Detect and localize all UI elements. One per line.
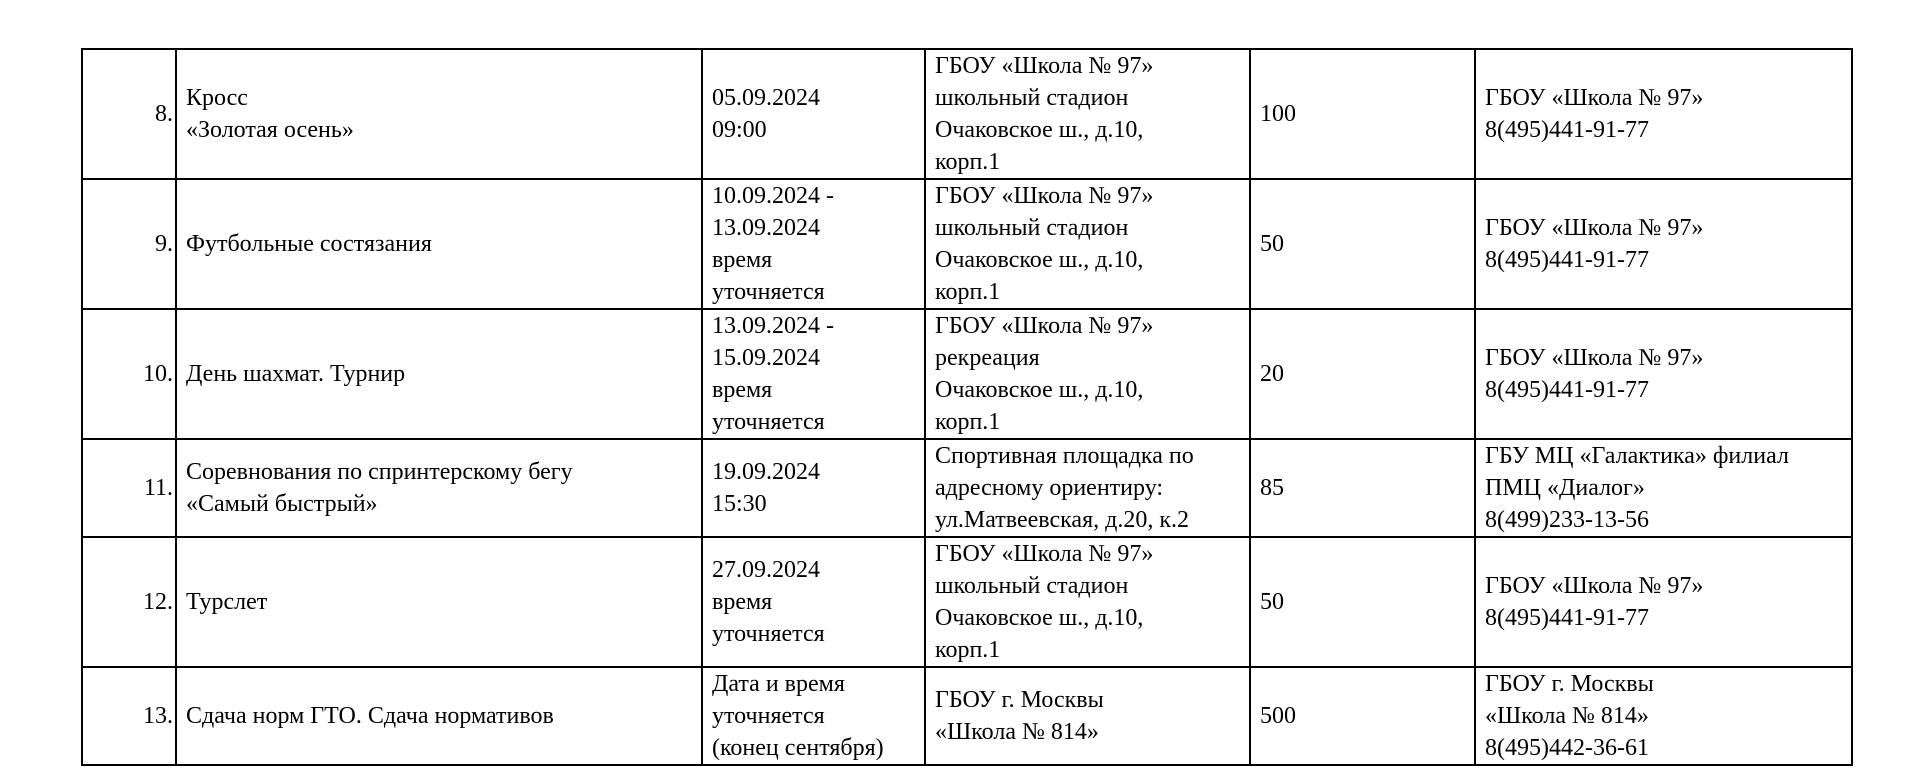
table-row [82,667,1852,765]
event-name-cell: Футбольные состязания [176,179,702,309]
organizer-cell: ГБУ МЦ «Галактика» филиал ПМЦ «Диалог» 8(499)233-13-56 [1475,439,1852,537]
organizer-cell: ГБОУ г. Москвы «Школа № 814» 8(495)442-36-61 [1475,667,1852,765]
event-datetime-cell: 05.09.2024 09:00 [702,49,925,179]
event-place-cell: ГБОУ «Школа № 97» рекреация Очаковское ш., д.10, корп.1 [925,309,1250,439]
participants-count-cell: 85 [1250,439,1475,537]
participants-count-cell: 20 [1250,309,1475,439]
organizer-cell: ГБОУ «Школа № 97» 8(495)441-91-77 [1475,179,1852,309]
table-row [82,179,1852,309]
row-number-cell: 9. [82,179,176,309]
event-datetime-cell: 13.09.2024 - 15.09.2024 время уточняется [702,309,925,439]
participants-count-cell: 100 [1250,49,1475,179]
organizer-cell: ГБОУ «Школа № 97» 8(495)441-91-77 [1475,537,1852,667]
event-place-cell: ГБОУ «Школа № 97» школьный стадион Очаковское ш., д.10, корп.1 [925,537,1250,667]
participants-count-cell: 50 [1250,537,1475,667]
event-place-cell: ГБОУ «Школа № 97» школьный стадион Очаковское ш., д.10, корп.1 [925,179,1250,309]
row-number-cell: 10. [82,309,176,439]
event-place-cell: ГБОУ «Школа № 97» школьный стадион Очаковское ш., д.10, корп.1 [925,49,1250,179]
event-datetime-cell: 10.09.2024 - 13.09.2024 время уточняется [702,179,925,309]
participants-count-cell: 500 [1250,667,1475,765]
event-name-cell: Сдача норм ГТО. Сдача нормативов [176,667,702,765]
event-place-cell: ГБОУ г. Москвы «Школа № 814» [925,667,1250,765]
row-number-cell: 12. [82,537,176,667]
event-name-cell: Кросс «Золотая осень» [176,49,702,179]
row-number-cell: 8. [82,49,176,179]
organizer-cell: ГБОУ «Школа № 97» 8(495)441-91-77 [1475,309,1852,439]
event-datetime-cell: 19.09.2024 15:30 [702,439,925,537]
table-row [82,537,1852,667]
event-name-cell: День шахмат. Турнир [176,309,702,439]
table-row [82,49,1852,179]
row-number-cell: 13. [82,667,176,765]
event-place-cell: Спортивная площадка по адресному ориентиру: ул.Матвеевская, д.20, к.2 [925,439,1250,537]
event-name-cell: Соревнования по спринтерскому бегу «Самый быстрый» [176,439,702,537]
participants-count-cell: 50 [1250,179,1475,309]
row-number-cell: 11. [82,439,176,537]
table-row [82,309,1852,439]
event-datetime-cell: Дата и время уточняется (конец сентября) [702,667,925,765]
event-datetime-cell: 27.09.2024 время уточняется [702,537,925,667]
events-table [81,48,1853,766]
table-row [82,439,1852,537]
event-name-cell: Турслет [176,537,702,667]
organizer-cell: ГБОУ «Школа № 97» 8(495)441-91-77 [1475,49,1852,179]
